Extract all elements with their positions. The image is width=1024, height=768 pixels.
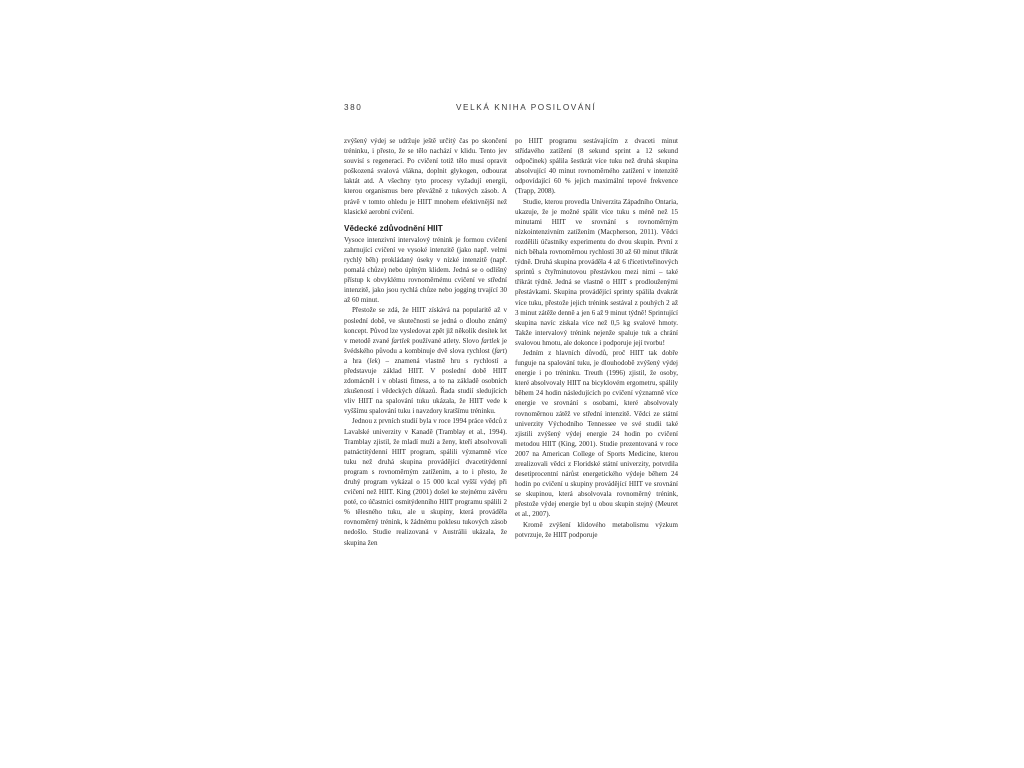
section-heading: Vědecké zdůvodnění HIIT (344, 223, 443, 233)
right-column (515, 136, 678, 540)
paragraph: zvýšený výdej se udržuje ještě určitý čas po skončení tréninku, i přesto, že se tělo nachází v klidu. Tento jev souvisí s regenerací. Po cvičení totiž tělo musí opravit poškozená svalová vlákna, doplnit glykogen, odbourat laktát atd. A všechny tyto procesy vyžadují energii, kterou organismus bere převážně z tukových zásob. A právě v tomto ohledu je HIIT mnohem efektivnější než klasické aerobní cvičení. (344, 137, 507, 216)
left-column (344, 136, 507, 548)
text-run: ) – znamená vlastně hru s rychlostí a představuje základ HIIT. V poslední době HIIT zdomácněl i v oblasti fitness, a to na základě osobních zkušeností i vědeckých důkazů. Řada studií sledujících vliv HIIT na spalování tuku ukázala, že HIIT vede k vyššímu spalování tuku i navzdory kratšímu tréninku. (344, 356, 507, 416)
running-header (344, 103, 684, 117)
italic-term: fart (494, 346, 505, 355)
italic-term: fartlek (481, 336, 500, 345)
text-run: je švédského původu a kombinuje dvě slova rychlost ( (344, 336, 507, 355)
paragraph: Jednou z prvních studií byla v roce 1994 práce vědců z Lavalské univerzity v Kanadě (Tramblay et al., 1994). Tramblay zjistil, že mladí muži a ženy, kteří absolvovali patnáctitýdenní HIIT program, spálili významně více tuku než druhá skupina provádějící dvacetitýdenní program s rovnoměrným zatížením, a to i přesto, že druhý program vykázal o 15 000 kcal vyšší výdej při cvičení než HIIT. King (2001) došel ke stejnému závěru poté, co účastníci osmitýdenního HIIT programu spálili 2 % tělesného tuku, ale u skupiny, která prováděla rovnoměrný trénink, k žádnému poklesu tukových zásob nedošlo. Studie realizovaná v Austrálii ukázala, že skupina žen (344, 417, 507, 547)
paragraph (344, 305, 507, 416)
paragraph: Jedním z hlavních důvodů, proč HIIT tak dobře funguje na spalování tuku, je dlouhodobě zvýšený výdej energie i po tréninku. Treuth (1996) zjistil, že osoby, které absolvovaly HIIT na bicyklovém ergometru, spálily během 24 hodin následujících po cvičení významně více energie ve srovnání s osobami, které absolvovaly rovnoměrnou zátěž ve střední intenzitě. Vědci ze státní univerzity Východního Tennessee ve své studii také zjistili zvýšený výdej energie 24 hodin po cvičení metodou HIIT (King, 2001). Studie prezentovaná v roce 2007 na American College of Sports Medicine, kterou zrealizovali vědci z Floridské státní univerzity, potvrdila desetiprocentní nárůst energetického výdeje během 24 hodin po cvičení u skupiny provádějící HIIT ve srovnání se skupinou, která absolvovala rovnoměrný trénink, přestože výdej energie byl u obou skupin stejný (Meuret et al., 2007). (515, 348, 678, 519)
book-title: VELKÁ KNIHA POSILOVÁNÍ (456, 103, 597, 112)
text-run: ) a hra ( (344, 346, 507, 365)
paragraph: Vysoce intenzivní intervalový trénink je formou cvičení zahrnující cvičení ve vysoké intenzitě (jako např. velmi rychlý běh) prokládaný úseky v nízké intenzitě (např. pomalá chůze) nebo úplným klidem. Jedná se o odlišný přístup k obvyklému rovnoměrnému cvičení ve střední intenzitě, jako jsou rychlá chůze nebo jogging trvající 30 až 60 minut. (344, 235, 507, 305)
paragraph: po HIIT programu sestávajícím z dvaceti minut střídavého zatížení (8 sekund sprint a 12 sekund odpočinek) spálila šestkrát více tuku než druhá skupina absolvující 40 minut rovnoměrného zatížení v intenzitě odpovídající 60 % jejich maximální tepové frekvence (Trapp, 2008). (515, 137, 678, 196)
italic-term: lek (369, 356, 378, 365)
paragraph: Kromě zvýšení klidového metabolismu výzkum potvrzuje, že HIIT podporuje (515, 520, 678, 539)
text-run: používané atlety. Slovo (409, 336, 482, 345)
paragraph: Studie, kterou provedla Univerzita Západního Ontaria, ukazuje, že je možné spálit více tuku s méně než 15 minutami HIIT ve srovnání s rovnoměrným nízkointenzivním zatížením (Macpherson, 2011). Vědci rozdělili účastníky experimentu do dvou skupin. První z nich běhala rovnoměrnou rychlostí 30 až 60 minut třikrát týdně. Druhá skupina prováděla 4 až 6 třicetivteřinových sprintů s čtyřminutovou přestávkou mezi nimi – také třikrát týdně. Jedná se vlastně o HIIT s prodlouženými přestávkami. Skupina provádějící sprinty spálila dvakrát více tuku, přestože jejich trénink sestával z pouhých 2 až 3 minut zátěže denně a jen 6 až 9 minut týdně! Sprintující skupina navíc získala více než 0,5 kg svalové hmoty. Takže intervalový trénink nejenže spaluje tuk a chrání svalovou hmotu, ale dokonce i podporuje její tvorbu! (515, 197, 679, 347)
page-number: 380 (344, 103, 363, 112)
italic-term: fartlek (391, 336, 410, 345)
text-run: Přestože se zdá, že HIIT získává na popularitě až v poslední době, ve skutečnosti se jedná o dlouho známý koncept. Původ lze vysledovat zpět již několik desítek let v metodě zvané (344, 306, 507, 345)
